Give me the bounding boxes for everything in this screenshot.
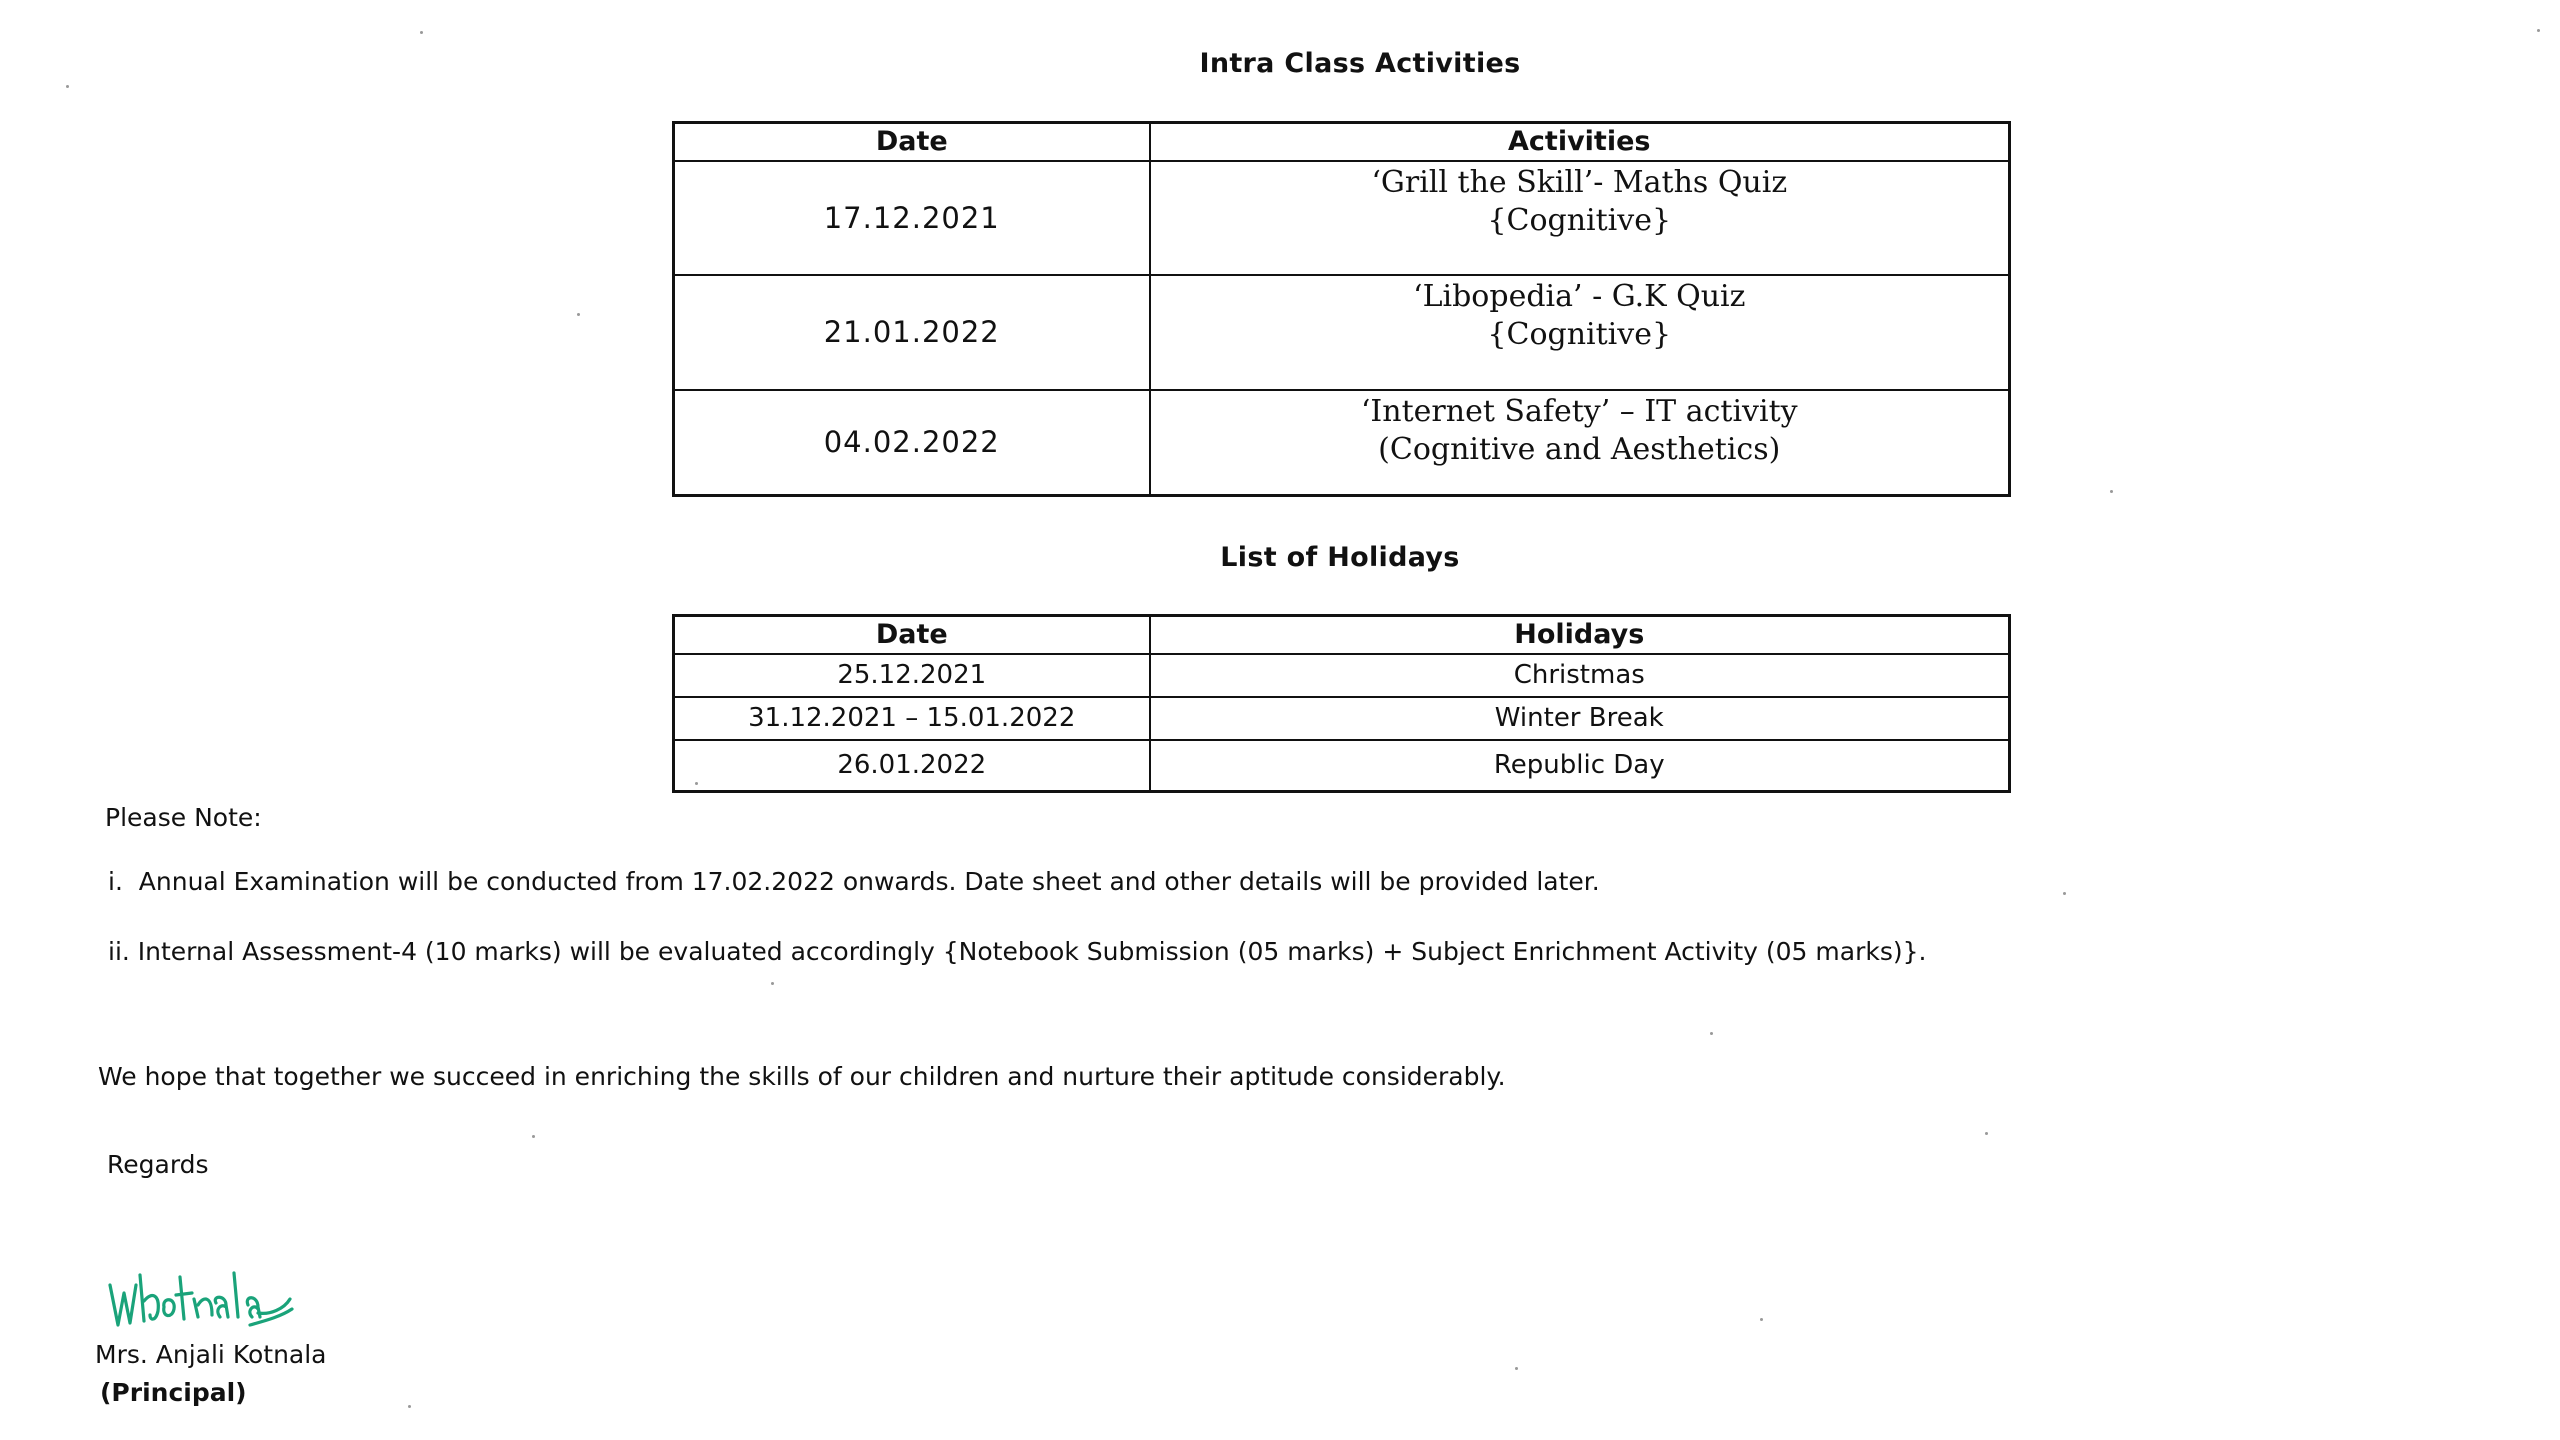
table-row xyxy=(674,390,2010,496)
scan-speck xyxy=(420,31,423,34)
scan-speck xyxy=(66,85,69,88)
scan-speck xyxy=(577,313,580,316)
signatory-title: (Principal) xyxy=(100,1378,247,1407)
table-row xyxy=(674,654,2010,697)
holiday-name: Winter Break xyxy=(1150,697,2010,740)
signature-image xyxy=(100,1255,300,1335)
activity-cell xyxy=(1150,275,2010,390)
closing-message: We hope that together we succeed in enriching the skills of our children and nurture their aptitude considerably. xyxy=(98,1062,1506,1091)
scan-speck xyxy=(2063,892,2066,895)
holidays-header-holidays: Holidays xyxy=(1150,616,2010,654)
activity-name: ‘Grill the Skill’- Maths Quiz xyxy=(1371,164,1788,200)
scan-speck xyxy=(1515,1367,1518,1370)
holidays-header-date: Date xyxy=(674,616,1150,654)
holidays-table xyxy=(672,614,2011,793)
scan-speck xyxy=(532,1135,535,1138)
scan-speck xyxy=(2110,490,2113,493)
activity-name: ‘Internet Safety’ – IT activity xyxy=(1360,393,1798,429)
activity-date: 17.12.2021 xyxy=(674,161,1150,275)
activity-cell xyxy=(1150,390,2010,496)
activity-cell xyxy=(1150,161,2010,275)
activities-table xyxy=(672,121,2011,497)
table-row xyxy=(674,161,2010,275)
holiday-name: Republic Day xyxy=(1150,740,2010,792)
signatory-name: Mrs. Anjali Kotnala xyxy=(95,1340,327,1369)
activity-category: {Cognitive} xyxy=(1487,202,1672,238)
note-item-1: i. Annual Examination will be conducted from 17.02.2022 onwards. Date sheet and other details will be provided later. xyxy=(108,867,1600,896)
scan-speck xyxy=(408,1405,411,1408)
holiday-date: 25.12.2021 xyxy=(674,654,1150,697)
activities-header-row xyxy=(674,123,2010,161)
activity-category: {Cognitive} xyxy=(1487,316,1672,352)
activity-category: (Cognitive and Aesthetics) xyxy=(1378,431,1781,467)
table-row xyxy=(674,275,2010,390)
scan-speck xyxy=(1985,1132,1988,1135)
holiday-name: Christmas xyxy=(1150,654,2010,697)
scan-speck xyxy=(1760,1318,1763,1321)
scan-speck xyxy=(2537,29,2540,32)
activity-date: 04.02.2022 xyxy=(674,390,1150,496)
table-row xyxy=(674,697,2010,740)
table-row xyxy=(674,740,2010,792)
notes-label: Please Note: xyxy=(105,803,262,832)
scan-speck xyxy=(1710,1032,1713,1035)
note-item-2: ii. Internal Assessment-4 (10 marks) will be evaluated accordingly {Notebook Submission (05 marks) + Subject Enrichment Activity (05 marks)}. xyxy=(108,937,1927,966)
holiday-date: 26.01.2022 xyxy=(674,740,1150,792)
activities-title: Intra Class Activities xyxy=(1199,48,1521,79)
activity-name: ‘Libopedia’ - G.K Quiz xyxy=(1413,278,1746,314)
scan-speck xyxy=(695,782,698,785)
regards-text: Regards xyxy=(107,1150,209,1179)
holidays-header-row xyxy=(674,616,2010,654)
holidays-title: List of Holidays xyxy=(1220,542,1460,573)
holiday-date: 31.12.2021 – 15.01.2022 xyxy=(674,697,1150,740)
activities-header-date: Date xyxy=(674,123,1150,161)
activities-header-activities: Activities xyxy=(1150,123,2010,161)
activity-date: 21.01.2022 xyxy=(674,275,1150,390)
scan-speck xyxy=(771,982,774,985)
